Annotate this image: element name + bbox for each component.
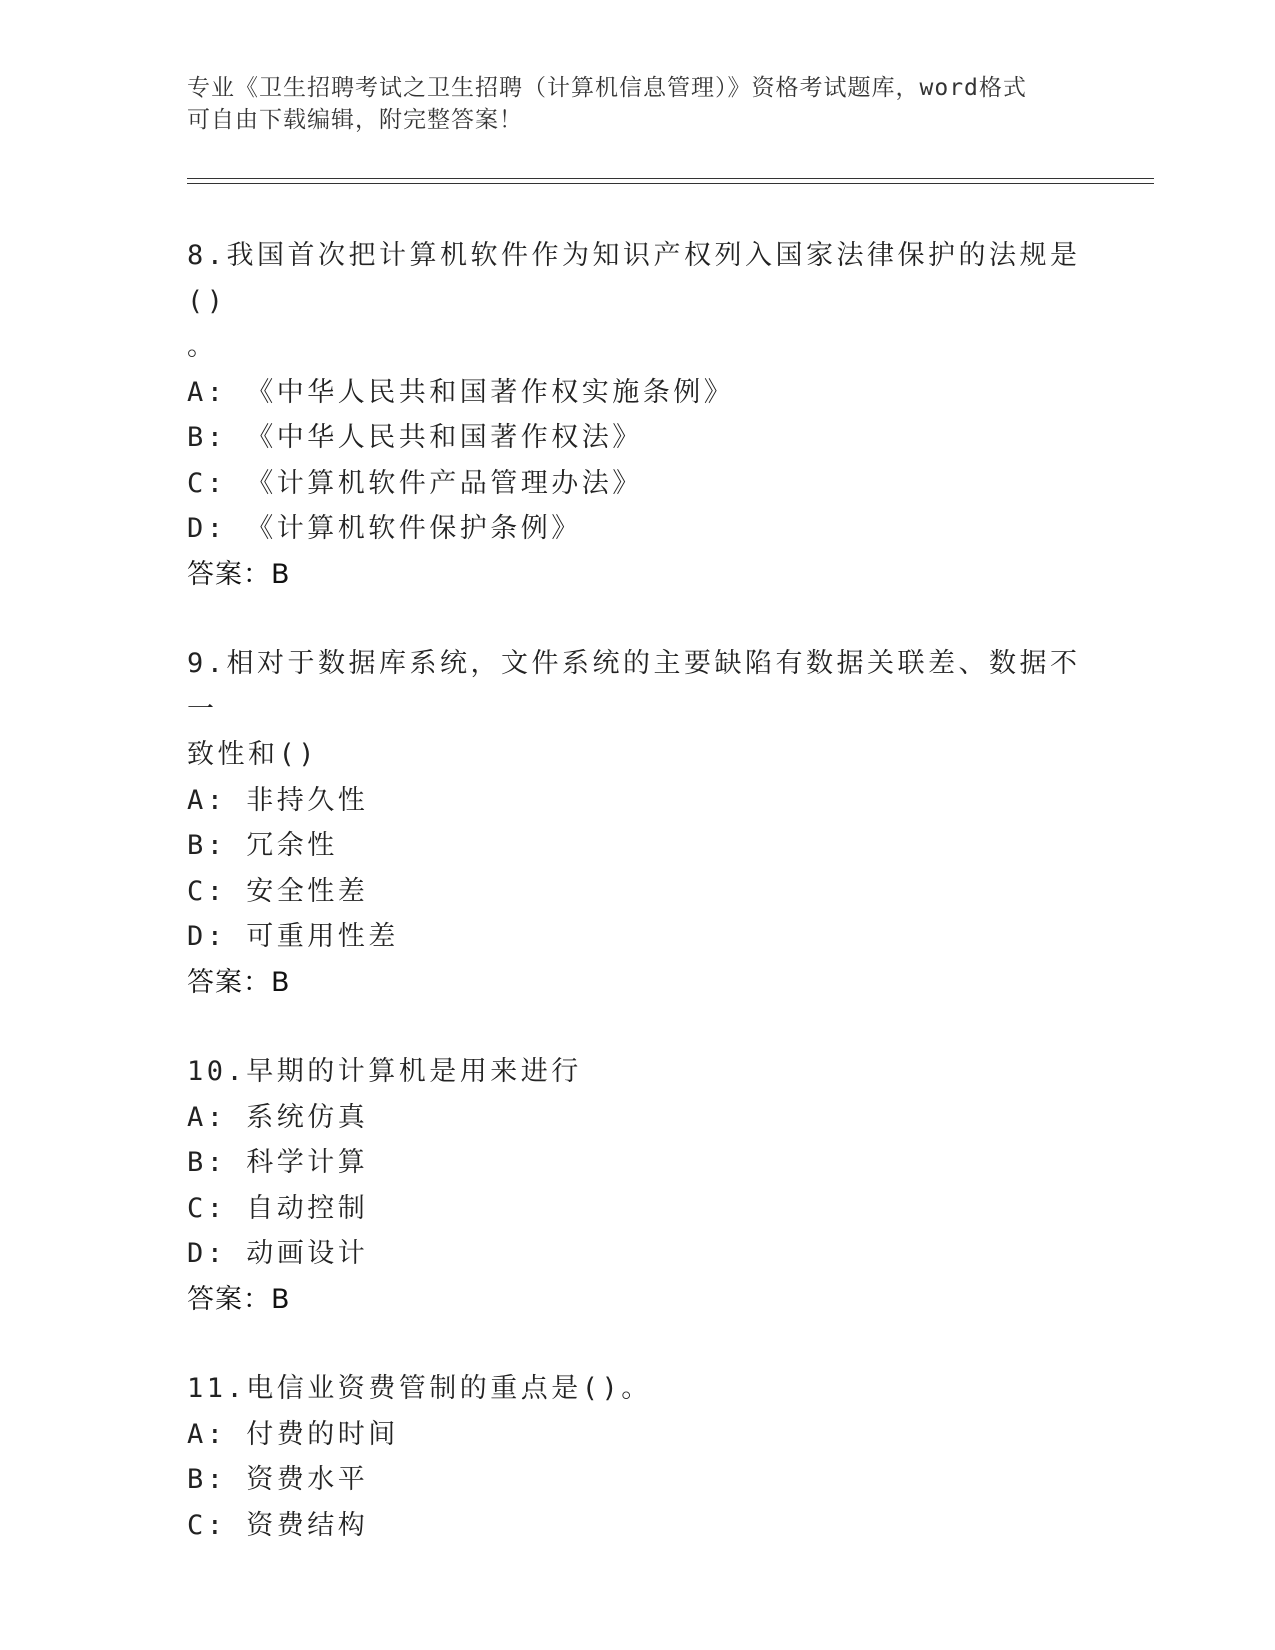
option-a: A: 非持久性: [187, 784, 369, 816]
option-b: B: 冗余性: [187, 830, 338, 861]
option-d: D: 《计算机软件保护条例》: [187, 513, 582, 544]
option-c: C: 安全性差: [187, 875, 369, 907]
question-stem: 。: [187, 331, 218, 362]
question-9: [187, 641, 1087, 1005]
option-b: B: 资费水平: [187, 1464, 369, 1495]
question-8: [187, 233, 1087, 597]
option-b: B: 《中华人民共和国著作权法》: [187, 422, 643, 453]
option-a: A: 系统仿真: [187, 1101, 369, 1133]
header-line-2: 可自由下载编辑，附完整答案！: [187, 107, 523, 133]
option-a: A: 付费的时间: [187, 1418, 399, 1450]
question-10: [187, 1049, 1087, 1322]
answer-label: 答案：B: [187, 1283, 291, 1315]
question-11: [187, 1366, 1087, 1548]
option-c: C: 自动控制: [187, 1192, 369, 1224]
document-header: [187, 72, 1067, 136]
answer-label: 答案：B: [187, 558, 291, 590]
option-d: D: 动画设计: [187, 1238, 369, 1269]
header-divider-top: [187, 178, 1154, 179]
question-stem: 10.早期的计算机是用来进行: [187, 1056, 582, 1087]
question-stem: 11.电信业资费管制的重点是()。: [187, 1373, 652, 1404]
option-d: D: 可重用性差: [187, 921, 399, 952]
question-stem: 9.相对于数据库系统，文件系统的主要缺陷有数据关联差、数据不一: [187, 648, 1081, 725]
option-b: B: 科学计算: [187, 1147, 369, 1178]
question-stem: 致性和(): [187, 739, 319, 770]
question-stem: 8.我国首次把计算机软件作为知识产权列入国家法律保护的法规是(): [187, 240, 1081, 317]
header-divider-bottom: [187, 183, 1154, 184]
option-c: C: 《计算机软件产品管理办法》: [187, 467, 643, 499]
question-list: [187, 233, 1087, 1592]
option-c: C: 资费结构: [187, 1509, 369, 1541]
header-line-1: 专业《卫生招聘考试之卫生招聘（计算机信息管理）》资格考试题库，word格式: [187, 75, 1027, 101]
answer-label: 答案：B: [187, 966, 291, 998]
option-a: A: 《中华人民共和国著作权实施条例》: [187, 376, 735, 408]
